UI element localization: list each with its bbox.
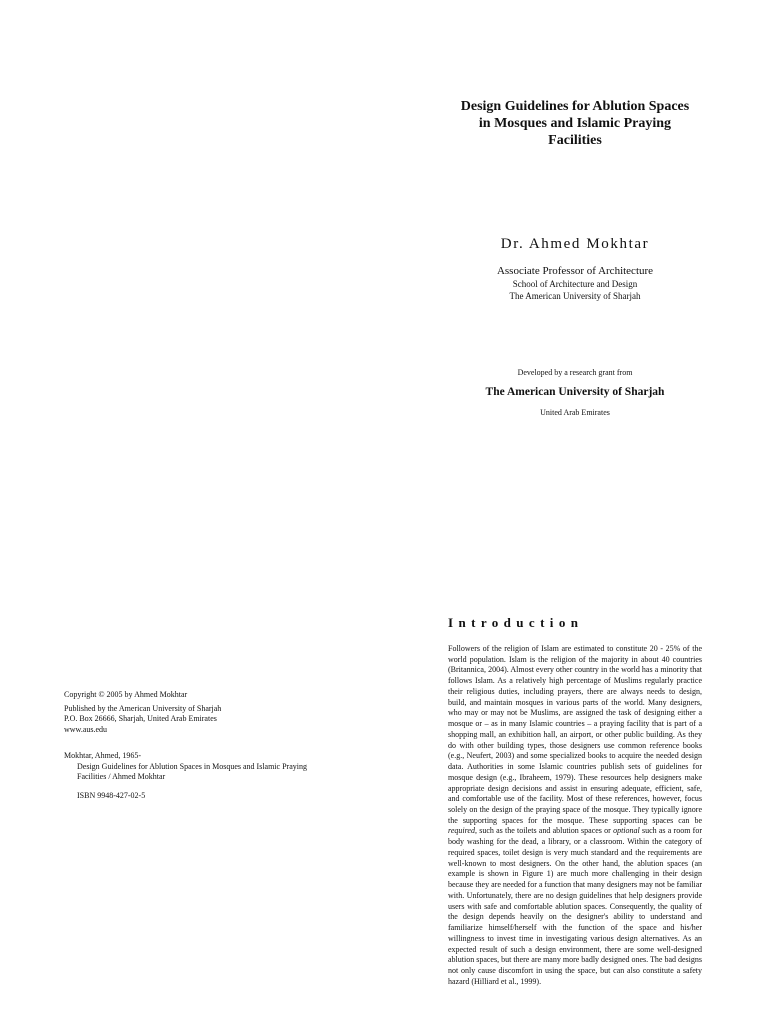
grant-organization: The American University of Sharjah: [485, 386, 665, 398]
author-name: Dr. Ahmed Mokhtar: [500, 236, 650, 252]
intro-text: , such as the toilets and ablution spaces or: [474, 826, 614, 836]
title-line: Facilities: [548, 133, 602, 148]
address-line: P.O. Box 26666, Sharjah, United Arab Emirates: [64, 714, 217, 723]
author-university: The American University of Sharjah: [509, 291, 641, 301]
catalog-title: Design Guidelines for Ablution Spaces in Mosques and Islamic Praying: [77, 761, 307, 771]
intro-text: such as a room for body washing for the dead, a library, or a classroom. Within the category of required spaces, toilet design is very much standard and the requirements are well-known to most designers. On the other hand, the ablution spaces (an example is shown in Figure 1) are much more challenging in their design because they are needed for a function that many designers may not be familiar with. Unfortunately, there are no design guidelines that help designers provide users with safe and comfortable ablution spaces. Consequently, the quality of the design depends heavily on the designer's ability to understand and familiarize himself/herself with the function of the space and his/her willingness to invest time in investigating various design alternatives. As an expected result of such a design environment, there are some well-designed ablution spaces, but there are many more badly designed ones. The bad designs not only cause discomfort in using the space, but can also constitute a safety hazard (Hilliard et al., 1999).: [448, 826, 703, 986]
author-affiliation: [440, 264, 710, 302]
catalog-author: Mokhtar, Ahmed, 1965-: [64, 751, 142, 760]
grant-country: United Arab Emirates: [540, 408, 610, 417]
title-line: in Mosques and Islamic Praying: [478, 116, 672, 131]
intro-text: Followers of the religion of Islam are estimated to constitute 20 - 25% of the world population. Islam is the religion of the majority in about 40 countries (Britannica, 2004). Almost every other country in the world has a minority that follows Islam. As a relatively high percentage of Muslims regularly practice their religious duties, including prayers, there are always needs to design, build, and maintain mosques in various parts of the world. Many designers, who may or may not be Muslims, are assigned the task of designing either a mosque or – as in many Islamic countries – a praying facility that is part of a shopping mall, an exhibition hall, an airport, or other public building. As they do with other building types, those designers use common reference books (e.g., Neufert, 2003) and some specialized books to acquire the needed design data. Authorities in some Islamic countries publish sets of guidelines for mosque design (e.g., Ibraheem, 1979). These resources help designers make appropriate design decisions and assist in ensuring adequate, efficient, safe, and comfortable use of the facility. Most of these references, however, focus solely on the design of the praying space of the mosque. They typically ignore the supporting spaces for the mosque. These supporting spaces can be: [448, 644, 702, 825]
isbn: ISBN 9948-427-02-5: [77, 790, 146, 800]
catalog-block: [64, 751, 349, 801]
emphasis-optional: optional: [613, 826, 640, 836]
title-line: Design Guidelines for Ablution Spaces: [460, 99, 690, 114]
copyright-line: Copyright © 2005 by Ahmed Mokhtar: [64, 690, 188, 699]
introduction-paragraph: [448, 644, 702, 988]
emphasis-required: required: [448, 826, 475, 836]
catalog-title-cont: Facilities / Ahmed Mokhtar: [77, 772, 166, 781]
grant-note: Developed by a research grant from: [517, 368, 633, 377]
author-school: School of Architecture and Design: [512, 279, 638, 289]
publisher-line: Published by the American University of Sharjah: [64, 703, 222, 713]
author-role: Associate Professor of Architecture: [496, 265, 654, 277]
copyright-block: [64, 690, 344, 735]
website-line: www.aus.edu: [64, 724, 108, 734]
document-title: [440, 98, 710, 149]
introduction-heading: Introduction: [448, 615, 584, 630]
